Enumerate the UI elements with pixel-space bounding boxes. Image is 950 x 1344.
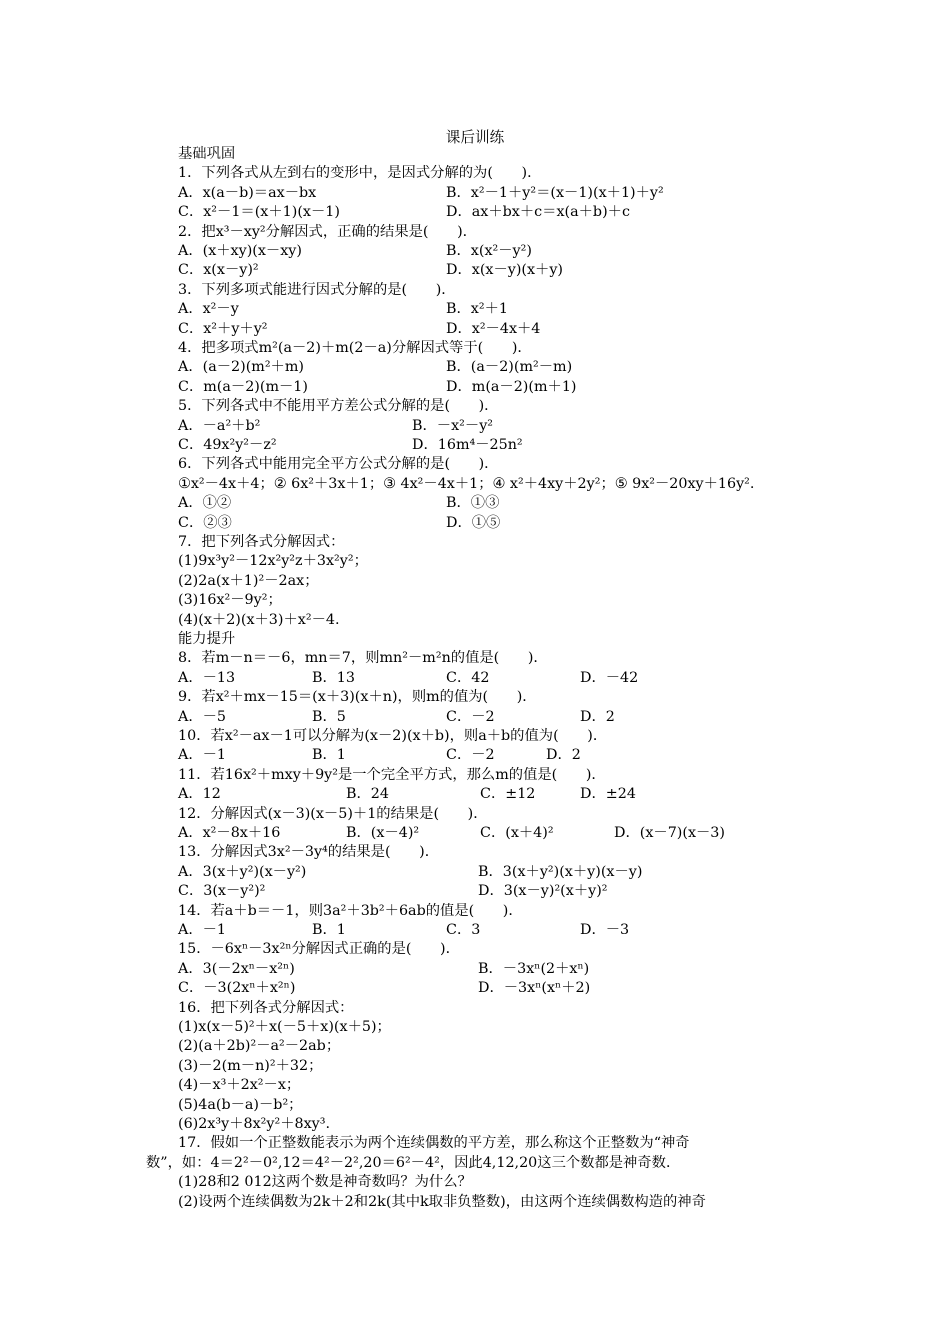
option-A: A．x(a－b)＝ax－bx xyxy=(178,184,317,201)
option-C: C．42 xyxy=(446,669,490,686)
option-D: D．ax＋bx＋c＝x(a＋b)＋c xyxy=(446,204,630,221)
option-B: B．5 xyxy=(312,708,346,725)
problem-stem: 3．下列多项式能进行因式分解的是( )． xyxy=(178,281,456,298)
option-A: A．－1 xyxy=(178,922,227,938)
option-A: A．①② xyxy=(178,495,232,512)
option-D: D．±24 xyxy=(580,786,636,803)
option-A: A．(x＋xy)(x－xy) xyxy=(178,243,302,259)
option-C: C．±12 xyxy=(480,786,536,803)
sub-question: (1)9x³y²－12x²y²z＋3x²y²； xyxy=(178,553,368,570)
option-B: B．13 xyxy=(312,669,355,686)
problem-stem: 6．下列各式中能用完全平方公式分解的是( )． xyxy=(178,456,499,473)
problem-stem: 15．－6xⁿ－3x²ⁿ分解因式正确的是( )． xyxy=(178,941,460,958)
problem-stem: 7．把下列各式分解因式： xyxy=(178,534,345,550)
option-C: C．m(a－2)(m－1) xyxy=(178,378,308,395)
problem-stem: 4．把多项式m²(a－2)＋m(2－a)分解因式等于( )． xyxy=(178,340,532,356)
option-C: C．－2 xyxy=(446,747,495,764)
sub-question: (4)－x³＋2x²－x； xyxy=(178,1077,301,1094)
option-C: C．②③ xyxy=(178,514,232,531)
problem-stem: 9．若x²＋mx－15＝(x＋3)(x＋n)，则m的值为( )． xyxy=(178,689,537,706)
option-B: B．1 xyxy=(312,922,346,938)
option-D: D．－42 xyxy=(580,669,639,686)
option-D: D．3(x－y)²(x＋y)² xyxy=(478,883,608,900)
problem-stem-continued: 数”，如：4＝2²－0²,12＝4²－2²,20＝6²－4²，因此4,12,20这三个数都是神奇数． xyxy=(146,1154,681,1171)
option-D: D．①⑤ xyxy=(446,514,501,531)
option-B: B．24 xyxy=(346,786,389,803)
page-title: 课后训练 xyxy=(445,129,505,146)
problem-subitems: ①x²－4x＋4；② 6x²＋3x＋1；③ 4x²－4x＋1；④ x²＋4xy＋2y²；⑤ 9x²－20xy＋16y². xyxy=(178,475,755,492)
problem-stem: 2．把x³－xy²分解因式，正确的结果是( )． xyxy=(178,223,477,240)
section-heading: 基础巩固 xyxy=(178,146,236,162)
problem-stem: 16．把下列各式分解因式： xyxy=(178,999,354,1016)
section-heading: 能力提升 xyxy=(178,631,236,647)
option-D: D．(x－7)(x－3) xyxy=(614,825,725,841)
option-B: B．x²－1＋y²＝(x－1)(x＋1)＋y² xyxy=(446,184,664,201)
problem-stem: 17．假如一个正整数能表示为两个连续偶数的平方差，那么称这个正整数为“神奇 xyxy=(178,1135,690,1152)
option-C: C．－3(2xⁿ＋x²ⁿ) xyxy=(178,980,296,997)
option-A: A．(a－2)(m²＋m) xyxy=(178,359,304,376)
sub-question: (1)x(x－5)²＋x(－5＋x)(x＋5)； xyxy=(178,1019,391,1035)
option-B: B．①③ xyxy=(446,495,500,512)
sub-question: (3)－2(m－n)²＋32； xyxy=(178,1057,323,1074)
problem-stem: 1．下列各式从左到右的变形中，是因式分解的为( )． xyxy=(178,165,542,182)
option-D: D．2 xyxy=(546,747,581,764)
option-A: A．x²－8x＋16 xyxy=(178,825,281,841)
problem-stem: 11．若16x²＋mxy＋9y²是一个完全平方式，那么m的值是( )． xyxy=(178,766,606,783)
sub-question: (4)(x＋2)(x＋3)＋x²－4. xyxy=(178,611,340,628)
option-A: A．3(x＋y²)(x－y²) xyxy=(178,863,307,880)
sub-question: (6)2x³y＋8x²y²＋8xy³. xyxy=(178,1116,331,1132)
sub-question: (2)设两个连续偶数为2k＋2和2k(其中k取非负整数)，由这两个连续偶数构造的神奇 xyxy=(178,1193,706,1210)
problem-stem: 5．下列各式中不能用平方差公式分解的是( )． xyxy=(178,398,499,415)
option-B: B．x²＋1 xyxy=(446,301,508,318)
sub-question: (2)2a(x＋1)²－2ax； xyxy=(178,572,319,589)
option-B: B．－3xⁿ(2＋xⁿ) xyxy=(478,960,590,977)
option-C: C．3 xyxy=(446,922,481,938)
option-D: D．16m⁴－25n² xyxy=(412,437,523,453)
option-D: D．－3 xyxy=(580,922,630,938)
sub-question: (3)16x²－9y²； xyxy=(178,592,282,609)
option-D: D．x(x－y)(x＋y) xyxy=(446,262,564,279)
option-D: D．x²－4x＋4 xyxy=(446,320,541,337)
problem-stem: 13．分解因式3x²－3y⁴的结果是( )． xyxy=(178,844,440,861)
option-B: B．－x²－y² xyxy=(412,417,493,434)
option-A: A．3(－2xⁿ－x²ⁿ) xyxy=(178,960,295,977)
option-D: D．－3xⁿ(xⁿ＋2) xyxy=(478,980,591,997)
sub-question: (5)4a(b－a)－b²； xyxy=(178,1096,303,1113)
option-C: C．x²－1＝(x＋1)(x－1) xyxy=(178,204,340,221)
problem-stem: 8．若m－n＝－6，mn＝7，则mn²－m²n的值是( )． xyxy=(178,650,548,667)
option-B: B．1 xyxy=(312,747,346,764)
option-C: C．3(x－y²)² xyxy=(178,883,266,900)
sub-question: (1)28和2 012这两个数是神奇数吗？为什么？ xyxy=(178,1174,472,1191)
problem-stem: 14．若a＋b＝－1，则3a²＋3b²＋6ab的值是( )． xyxy=(178,902,523,919)
option-C: C．x²＋y＋y² xyxy=(178,320,268,337)
option-B: B．x(x²－y²) xyxy=(446,243,532,259)
option-A: A．－1 xyxy=(178,747,227,764)
option-A: A．－13 xyxy=(178,669,236,686)
option-A: A．－a²＋b² xyxy=(178,417,261,434)
option-B: B．(x－4)² xyxy=(346,825,420,841)
option-D: D．m(a－2)(m＋1) xyxy=(446,378,577,395)
option-B: B．3(x＋y²)(x＋y)(x－y) xyxy=(478,863,643,880)
option-C: C．－2 xyxy=(446,708,495,725)
option-A: A．12 xyxy=(178,786,221,803)
option-D: D．2 xyxy=(580,708,615,725)
sub-question: (2)(a＋2b)²－a²－2ab； xyxy=(178,1038,341,1055)
option-B: B．(a－2)(m²－m) xyxy=(446,359,573,376)
option-C: C．(x＋4)² xyxy=(480,825,554,841)
option-C: C．x(x－y)² xyxy=(178,262,259,279)
option-A: A．－5 xyxy=(178,708,227,725)
problem-stem: 10．若x²－ax－1可以分解为(x－2)(x＋b)，则a＋b的值为( )． xyxy=(178,728,608,744)
option-A: A．x²－y xyxy=(178,301,239,318)
option-C: C．49x²y²－z² xyxy=(178,437,277,453)
problem-stem: 12．分解因式(x－3)(x－5)＋1的结果是( )． xyxy=(178,805,488,822)
